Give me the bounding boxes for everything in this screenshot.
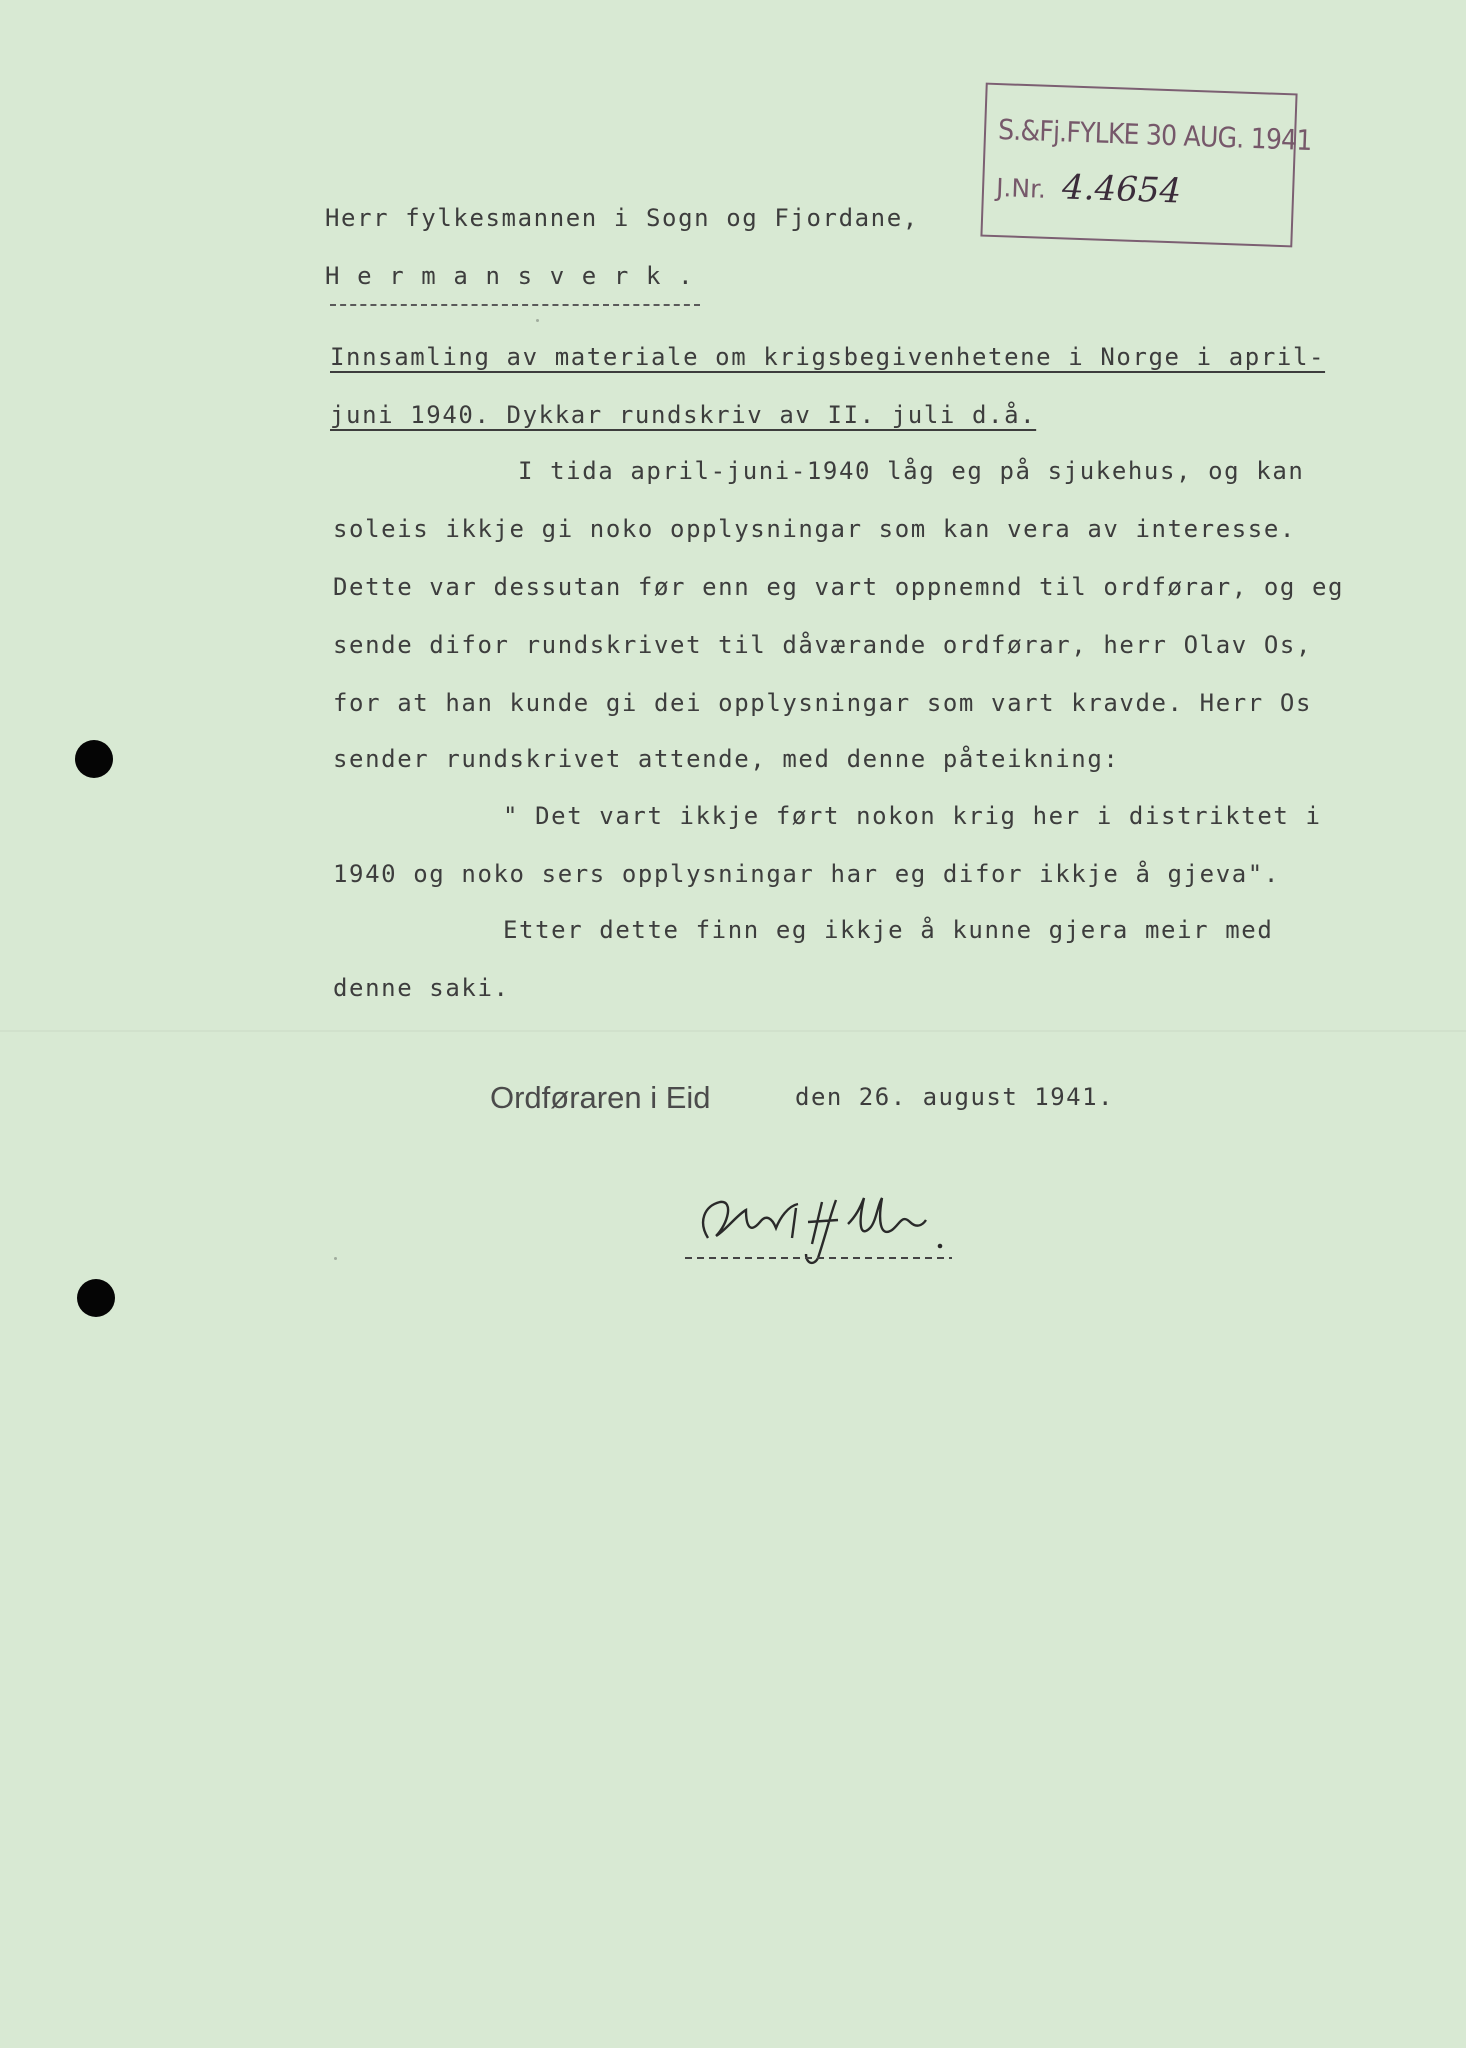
body-line-6: sender rundskrivet attende, med denne påteikning: [333, 745, 1120, 773]
recipient-line: Herr fylkesmannen i Sogn og Fjordane, [325, 204, 919, 232]
body-line-2: soleis ikkje gi noko opplysningar som kan vera av interesse. [333, 515, 1296, 543]
stamp-journal-number: 4.4654 [1061, 167, 1182, 212]
body-line-7-quote: " Det vart ikkje ført nokon krig her i distriktet i [503, 802, 1322, 830]
closing-date: den 26. august 1941. [795, 1083, 1114, 1111]
stamp-jnr-label: J.Nr. [995, 173, 1047, 204]
punch-hole-bottom [77, 1279, 115, 1317]
closing-title: Ordføraren i Eid [490, 1080, 711, 1115]
body-line-4: sende difor rundskrivet til dåværande ordførar, herr Olav Os, [333, 631, 1313, 659]
body-line-1: I tida april-juni-1940 låg eg på sjukehus, og kan [518, 457, 1305, 485]
handwritten-signature [680, 1180, 960, 1275]
stamp-date-line: S.&Fj.FYLKE 30 AUG. 1941 [997, 113, 1313, 157]
body-line-9: Etter dette finn eg ikkje å kunne gjera meir med [503, 916, 1274, 944]
paper-fold [0, 1030, 1466, 1032]
body-line-10: denne saki. [333, 974, 510, 1002]
paper-speck [334, 1257, 337, 1260]
body-line-8-quote: 1940 og noko sers opplysningar har eg difor ikkje å gjeva". [333, 860, 1280, 888]
received-stamp [980, 83, 1313, 248]
recipient-place: H e r m a n s v e r k . [325, 262, 695, 290]
punch-hole-top [75, 740, 113, 778]
subject-line-2: juni 1940. Dykkar rundskriv av II. juli d.å. [330, 401, 1037, 429]
body-line-5: for at han kunde gi dei opplysningar som vart kravde. Herr Os [333, 689, 1313, 717]
body-line-3: Dette var dessutan før enn eg vart oppnemnd til ordførar, og eg [333, 573, 1345, 601]
paper-speck [536, 319, 539, 322]
place-dashed-underline [330, 304, 700, 306]
subject-line-1: Innsamling av materiale om krigsbegivenhetene i Norge i april- [330, 343, 1326, 371]
